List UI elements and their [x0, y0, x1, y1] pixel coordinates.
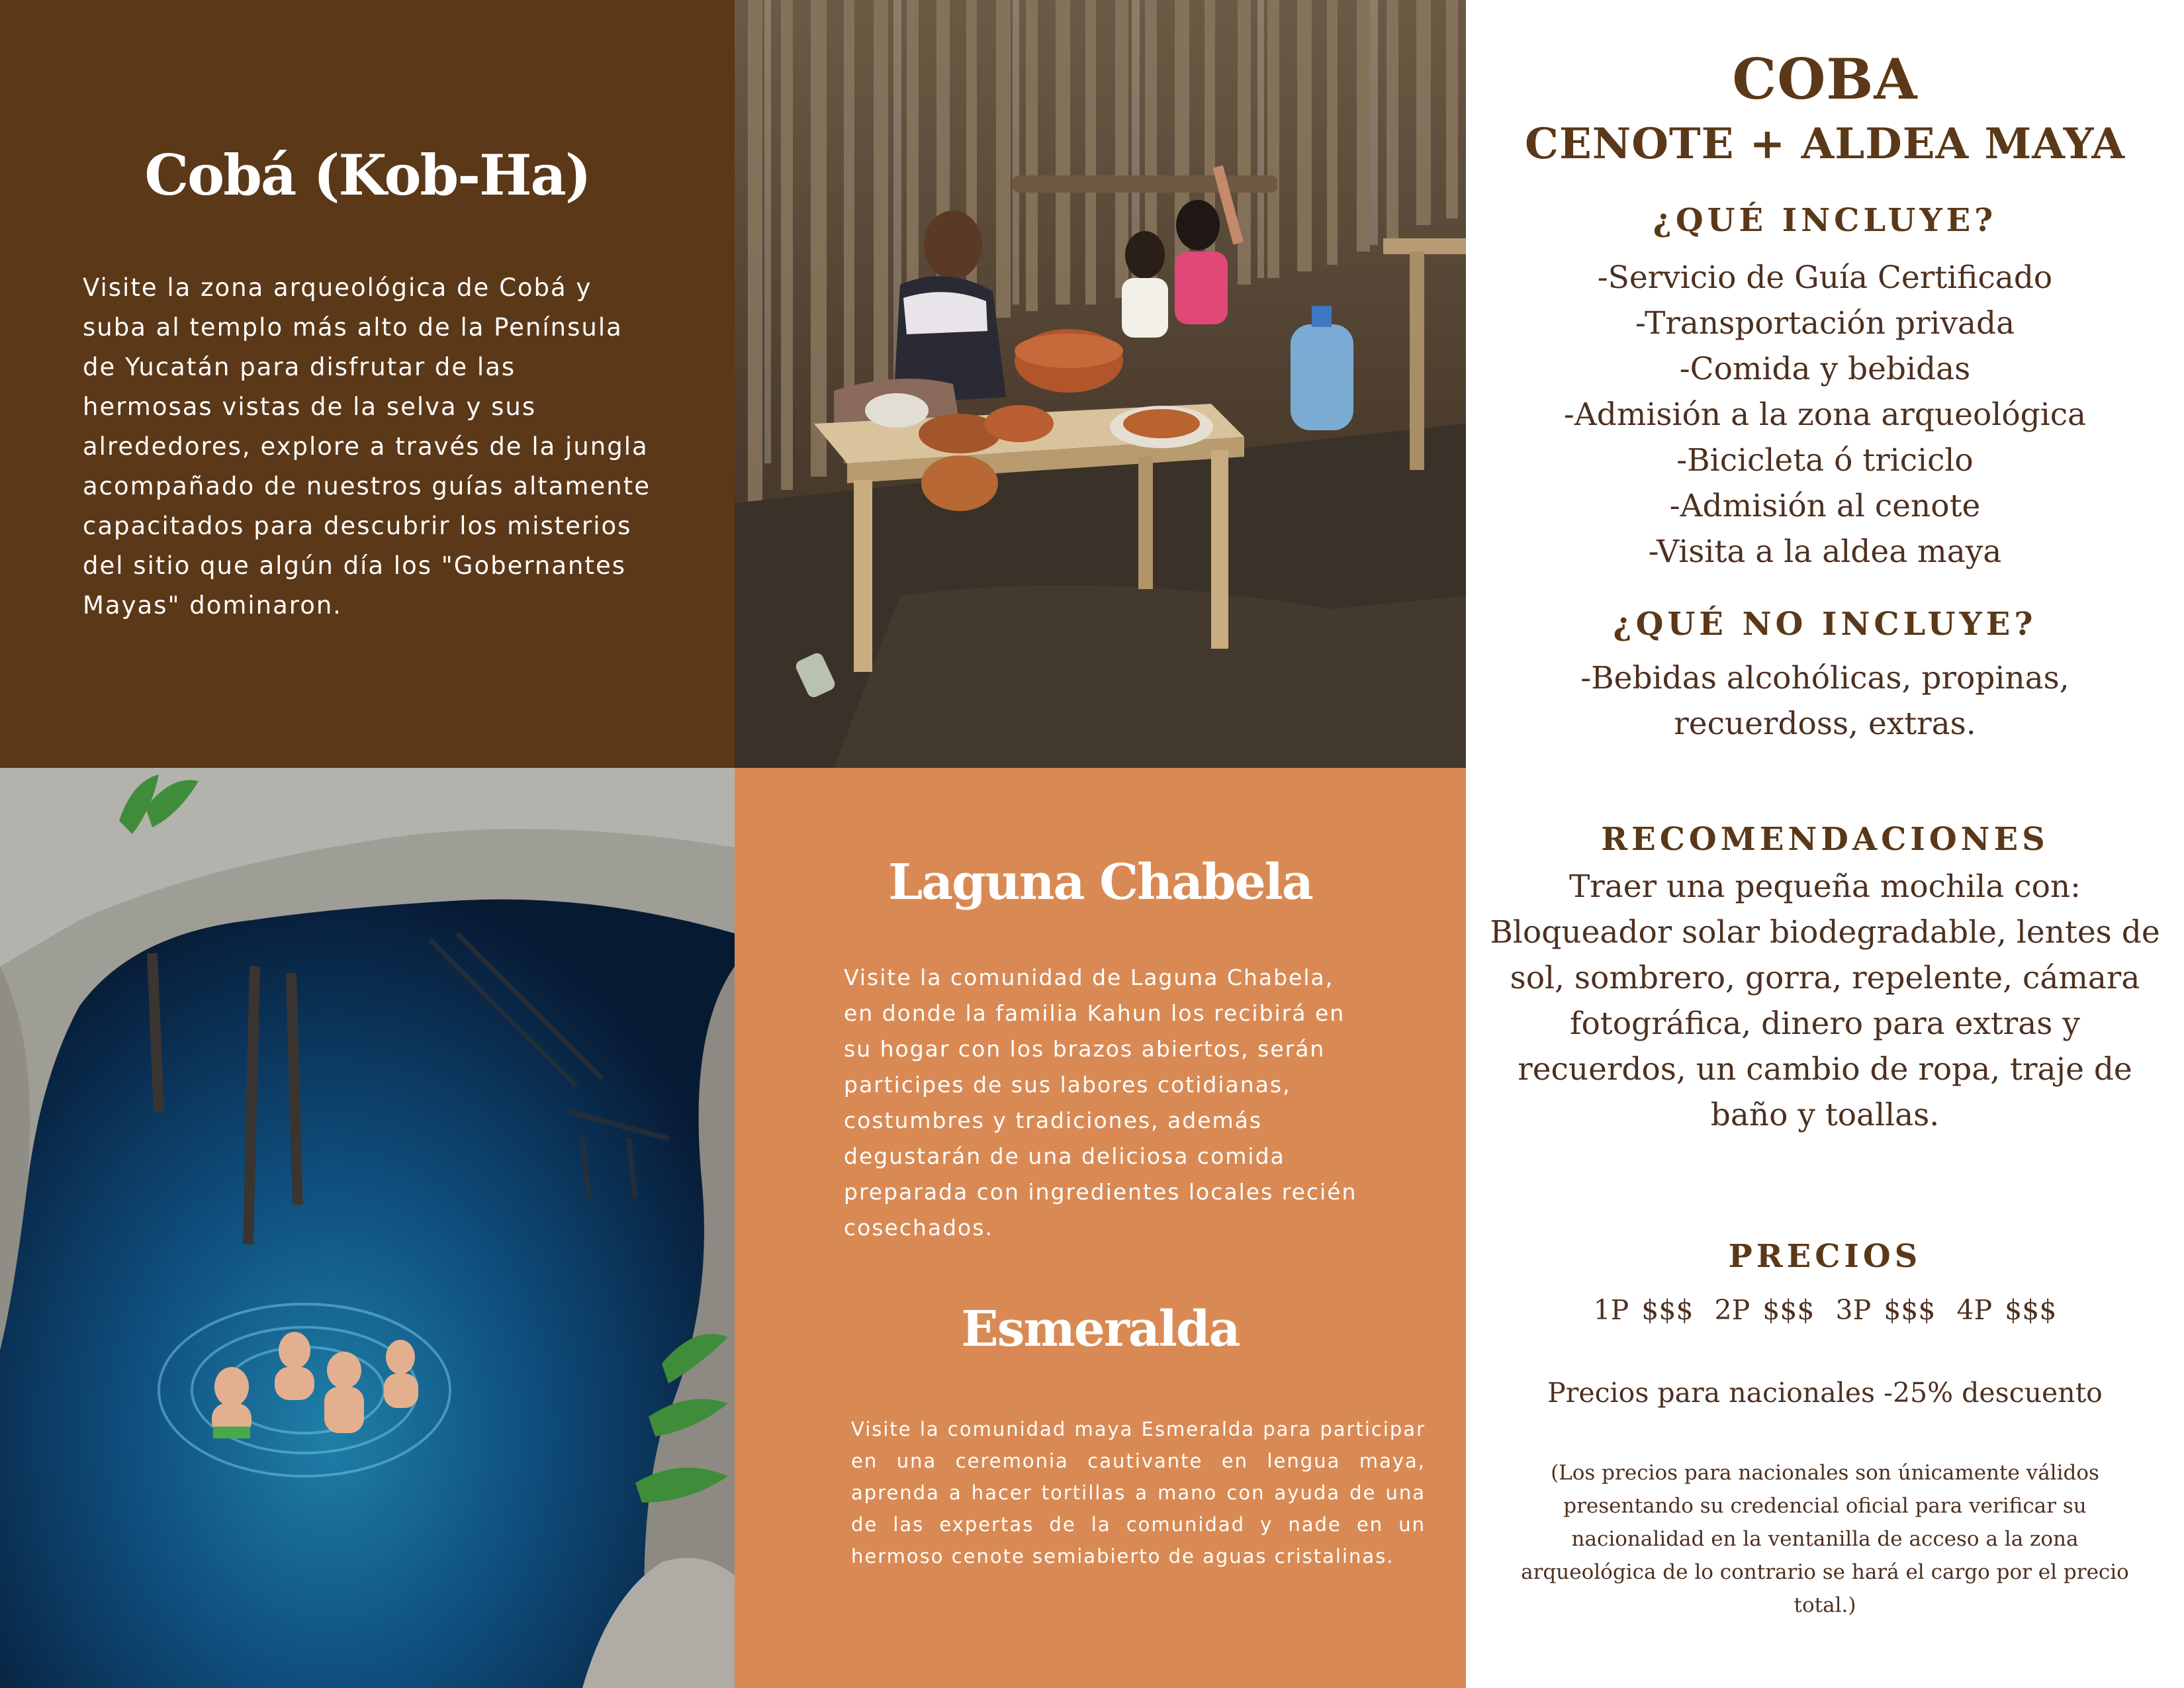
incluye-item: -Admisión a la zona arqueológica	[1563, 397, 2087, 433]
incluye-list	[1466, 255, 2184, 575]
esmeralda-description: Visite la comunidad maya Esmeralda para participar en una ceremonia cautivante en lengua maya, aprenda a hacer tortillas a mano con ayuda de una de las expertas de la comunidad y nade en un hermoso cenote semiabierto de aguas cristalinas.	[851, 1418, 1426, 1568]
village-photo-illustration	[735, 0, 1466, 768]
recomendaciones-heading: RECOMENDACIONES	[1601, 821, 2049, 858]
price-4p: 4P $$$	[1956, 1294, 2057, 1326]
incluye-item: -Comida y bebidas	[1679, 351, 1971, 387]
laguna-chabela-description: Visite la comunidad de Laguna Chabela, en donde la familia Kahun los recibirá en su hogar con los brazos abiertos, serán participes de sus labores cotidianas, costumbres y tradiciones, además degustarán de una deliciosa comida preparada con ingredientes locales recién cosechados.	[844, 964, 1357, 1241]
cenote-photo-illustration	[0, 768, 735, 1688]
precios-row	[1466, 1294, 2184, 1326]
incluye-item: -Transportación privada	[1635, 305, 2015, 342]
incluye-item: -Visita a la aldea maya	[1648, 534, 2002, 570]
cenote-photo	[0, 768, 735, 1688]
precios-heading: PRECIOS	[1728, 1238, 1922, 1275]
precios-nacionales: Precios para nacionales -25% descuento	[1547, 1377, 2103, 1409]
incluye-item: -Admisión al cenote	[1669, 488, 1981, 524]
precios-nota: (Los precios para nacionales son únicamente válidos presentando su credencial oficial para verificar su nacionalidad en la ventanilla de acceso a la zona arqueológica de lo contrario se hará el cargo por el precio total.)	[1521, 1461, 2129, 1617]
incluye-item: -Servicio de Guía Certificado	[1597, 259, 2053, 296]
tour-title: COBA	[1732, 46, 1918, 112]
coba-panel	[0, 0, 735, 768]
price-3p: 3P $$$	[1835, 1294, 1936, 1326]
village-interior-photo	[735, 0, 1466, 768]
incluye-item: -Bicicleta ó triciclo	[1676, 442, 1974, 479]
no-incluye-text: -Bebidas alcohólicas, propinas, recuerdoss, extras.	[1580, 660, 2070, 742]
price-1p: 1P $$$	[1593, 1294, 1694, 1326]
laguna-esmeralda-panel	[735, 768, 1466, 1688]
tour-subtitle: CENOTE + ALDEA MAYA	[1525, 119, 2125, 169]
recomendaciones-text: Traer una pequeña mochila con: Bloqueador solar biodegradable, lentes de sol, sombrero, gorra, repelente, cámara fotográfica, dinero para extras y recuerdos, un cambio de ropa, traje de baño y toallas.	[1490, 868, 2160, 1133]
no-incluye-heading: ¿QUÉ NO INCLUYE?	[1613, 606, 2037, 643]
esmeralda-title: Esmeralda	[961, 1301, 1240, 1358]
coba-title: Cobá (Kob-Ha)	[144, 142, 590, 208]
coba-description: Visite la zona arqueológica de Cobá y suba al templo más alto de la Península de Yucatán para disfrutar de las hermosas vistas de la selva y sus alrededores, explore a través de la jungla acompañado de nuestros guías altamente capacitados para descubrir los misterios del sitio que algún día los "Gobernantes Mayas" dominaron.	[83, 273, 651, 620]
tour-info-panel	[1466, 0, 2184, 1688]
price-2p: 2P $$$	[1714, 1294, 1815, 1326]
incluye-heading: ¿QUÉ INCLUYE?	[1653, 202, 1997, 239]
laguna-chabela-title: Laguna Chabela	[888, 854, 1312, 911]
